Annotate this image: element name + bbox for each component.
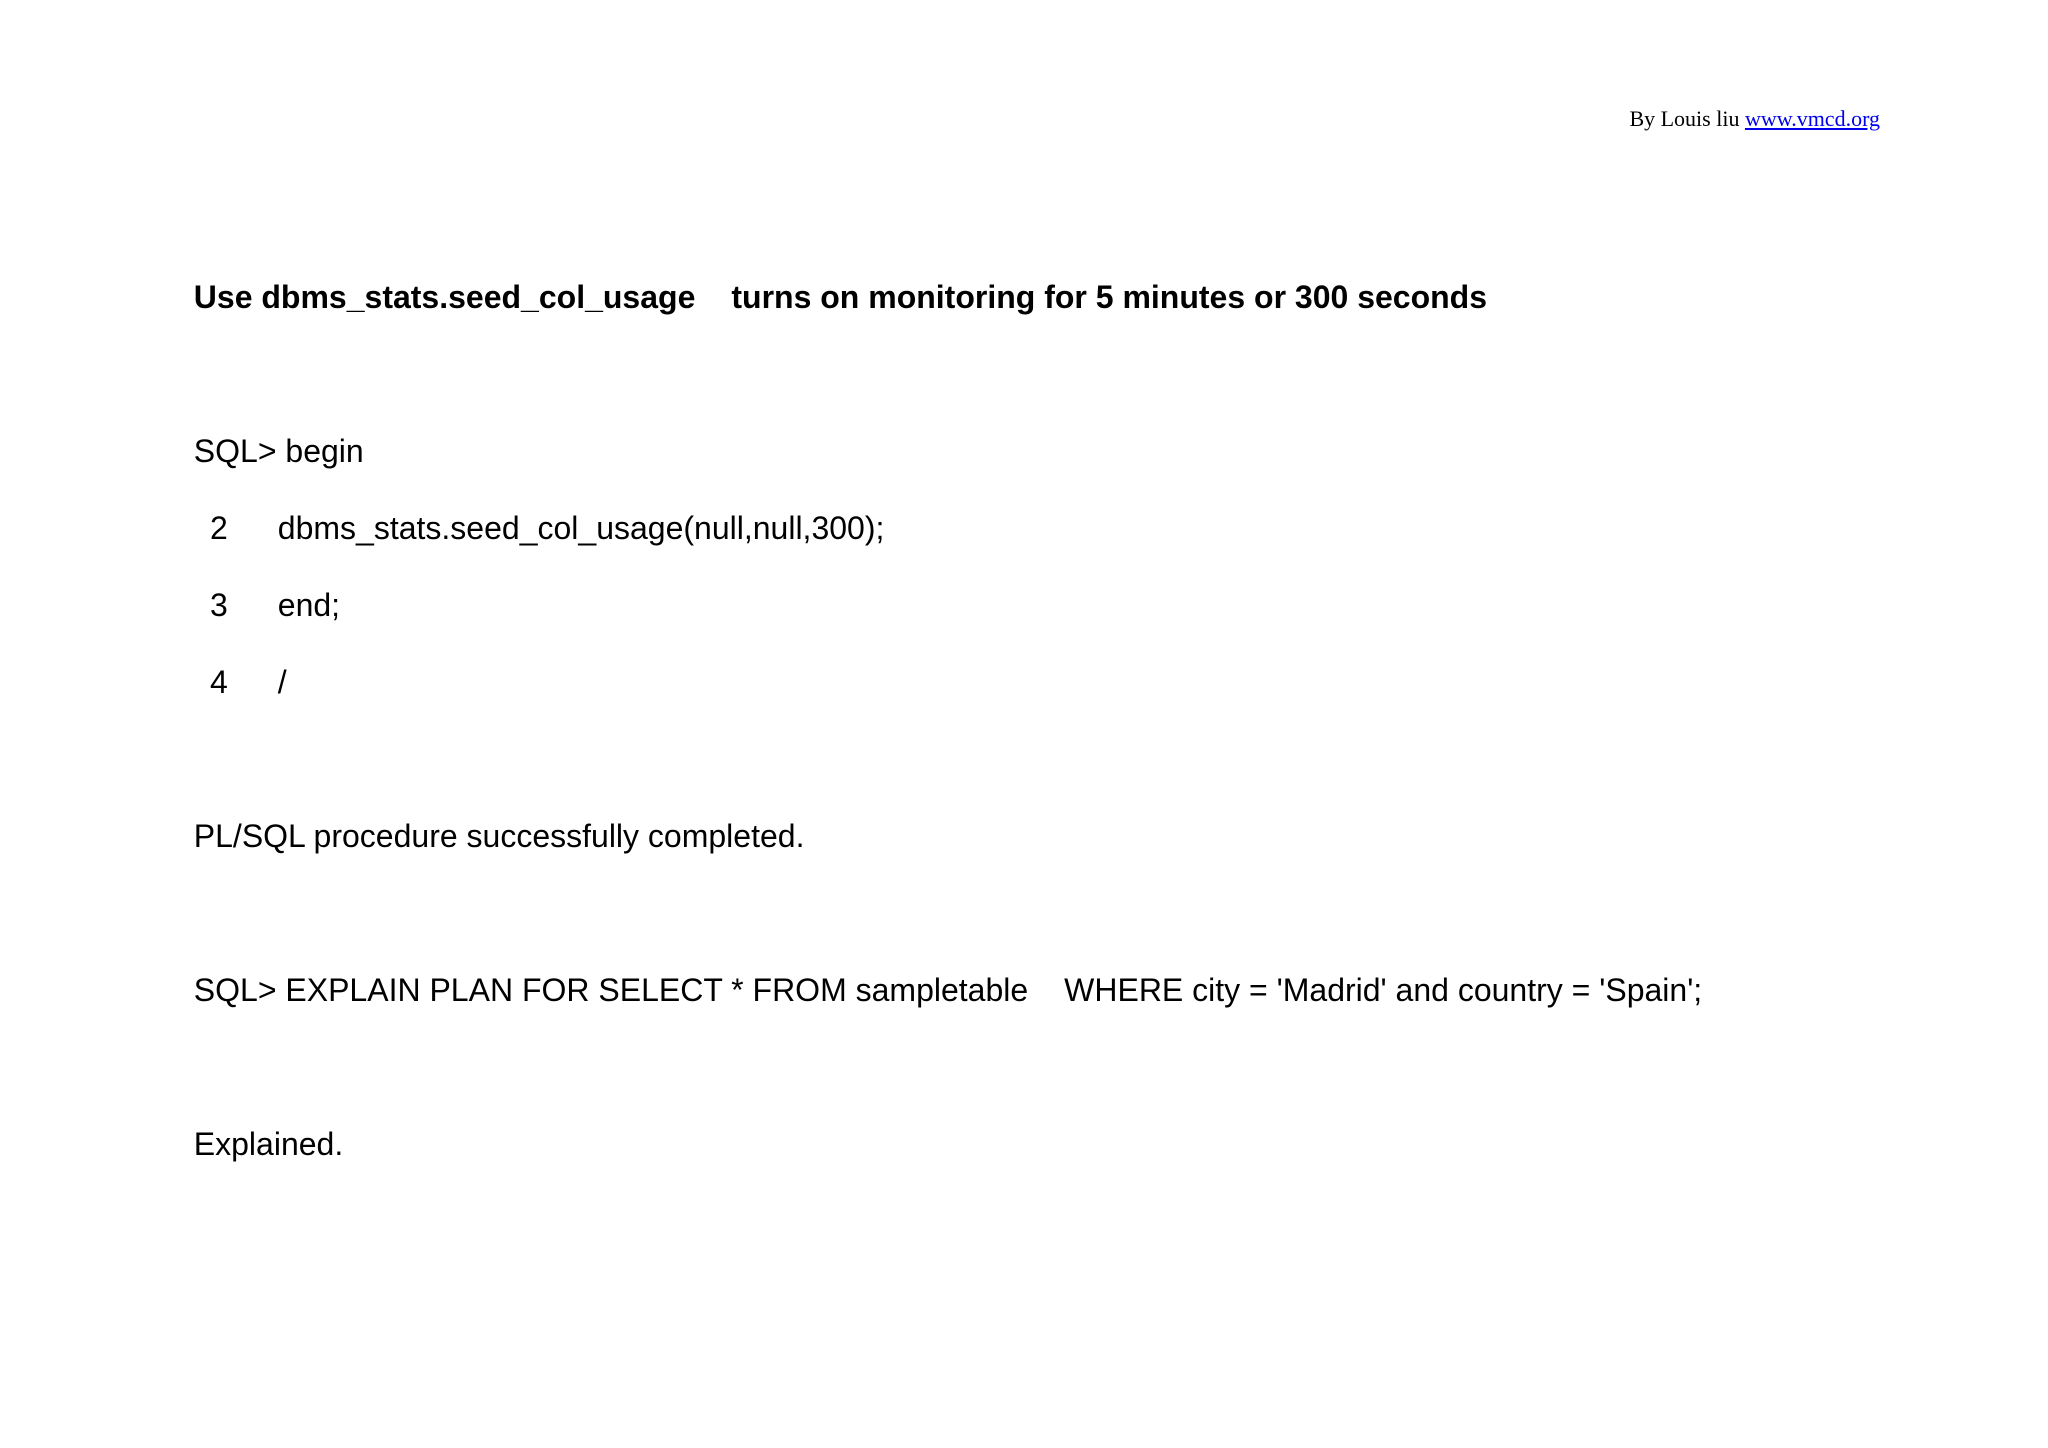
author-credit [1629,106,1880,132]
sql-begin-text: SQL> begin [193,433,364,469]
line-number-4: 4 [209,664,228,700]
sql-line-3 [176,548,340,624]
plsql-result [176,779,804,855]
sql-line-3-text: end; [277,587,341,623]
explained-result [176,1087,343,1163]
page-title [176,240,1487,316]
query-part-1: SQL> EXPLAIN PLAN FOR SELECT * FROM sampletable [193,972,1029,1008]
sql-line-2-text: dbms_stats.seed_col_usage(null,null,300); [277,510,885,546]
website-link[interactable]: www.vmcd.org [1744,106,1880,131]
title-part-1: Use dbms_stats.seed_col_usage [193,279,696,315]
explained-text: Explained. [193,1126,344,1162]
sql-line-4-text: / [277,664,287,700]
title-part-2: turns on monitoring for 5 minutes or 300 seconds [731,279,1488,315]
author-text: By Louis liu [1629,106,1745,131]
query-part-2: WHERE city = 'Madrid' and country = 'Spain'; [1064,972,1703,1008]
sql-line-2 [176,471,884,547]
line-number-3: 3 [209,587,228,623]
sql-line-4 [176,625,287,701]
explain-plan-query [176,933,1702,1009]
sql-line-begin [176,394,364,470]
plsql-result-text: PL/SQL procedure successfully completed. [193,818,805,854]
line-number-2: 2 [209,510,228,546]
